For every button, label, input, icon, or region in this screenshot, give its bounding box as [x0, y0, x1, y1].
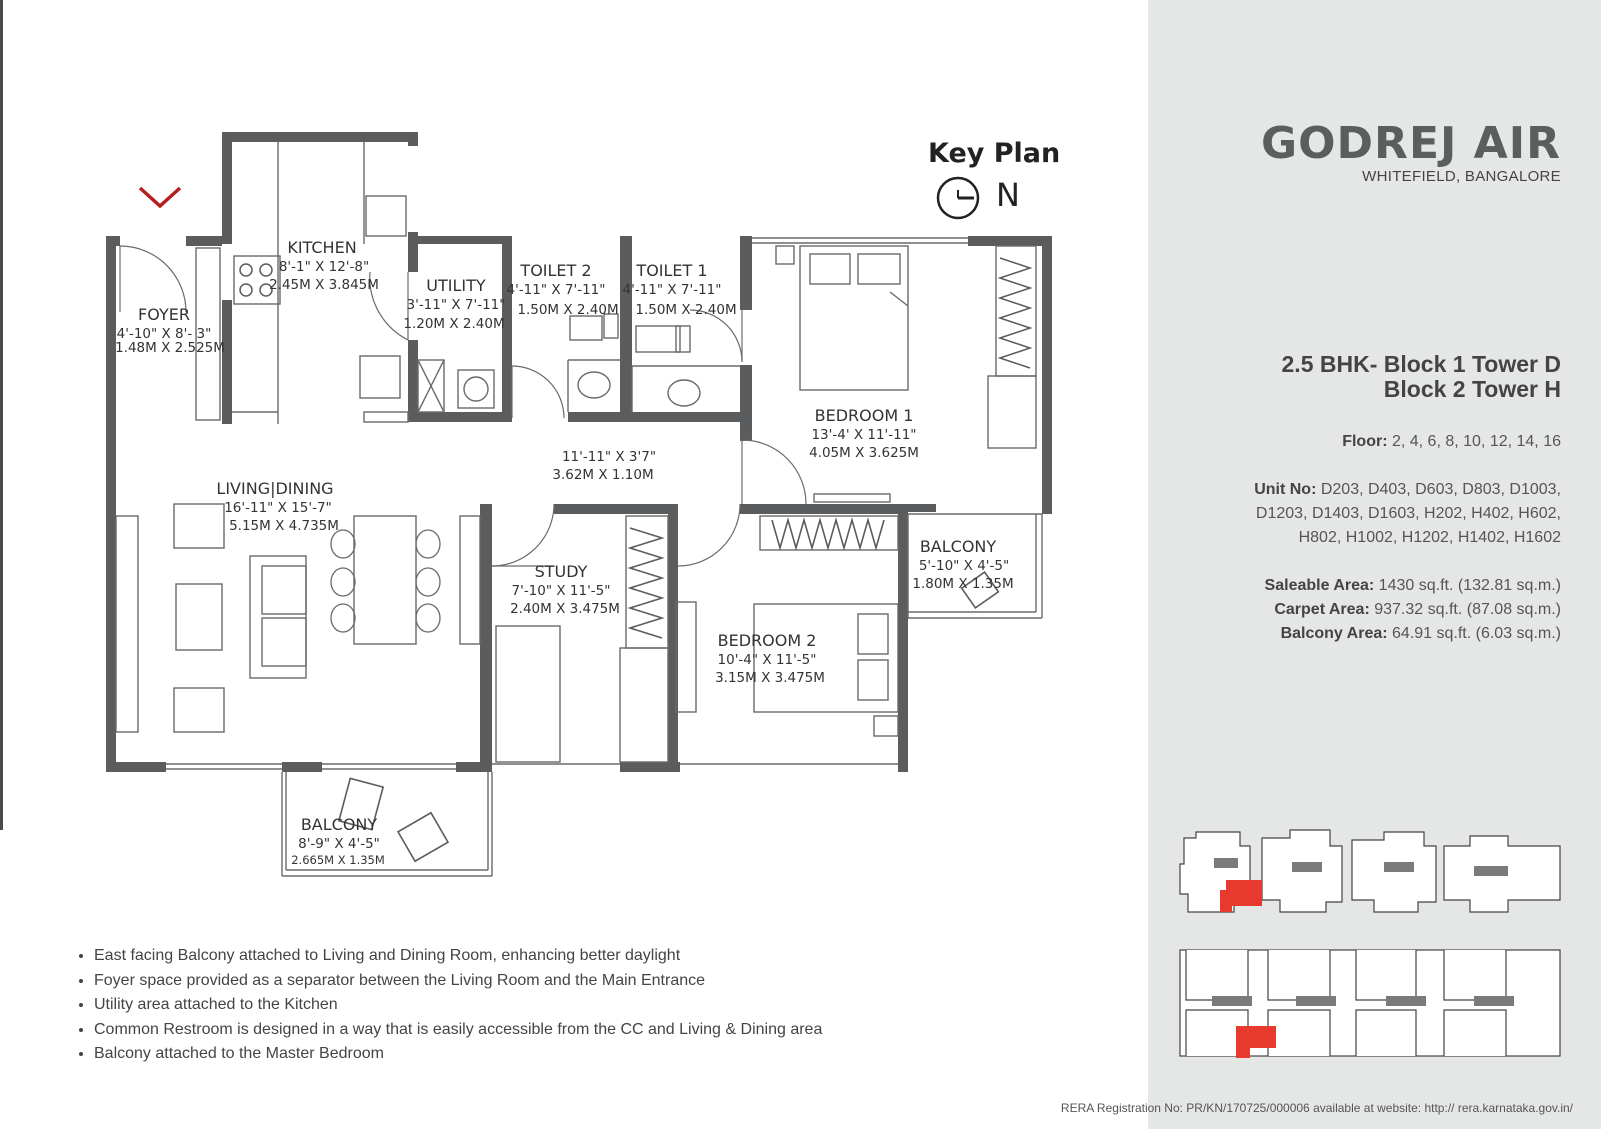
kitchen-name: KITCHEN	[287, 238, 357, 257]
balcony2-m: 2.665M X 1.35M	[291, 853, 385, 867]
balcony-area-label: Balcony Area:	[1280, 625, 1388, 642]
note-item: • Common Restroom is designed in a way that is easily accessible from the CC and Living & Dining area	[94, 1018, 822, 1043]
kitchen-ft: 8'-1" X 12'-8"	[278, 259, 370, 275]
utility-ft: 3'-11" X 7'-11"	[406, 297, 506, 313]
bedroom2-ft: 10'-4" X 11'-5"	[717, 652, 817, 668]
passage-m: 3.62M X 1.10M	[552, 467, 654, 483]
living-name: LIVING|DINING	[216, 479, 334, 498]
block-1-unit-highlight	[1220, 880, 1262, 912]
saleable-label: Saleable Area:	[1264, 577, 1375, 594]
balcony2-ft: 8'-9" X 4'-5"	[298, 836, 380, 852]
balcony1-name: BALCONY	[919, 537, 997, 556]
toilet2-name: TOILET 2	[520, 261, 592, 280]
note-item: • Foyer space provided as a separator between the Living Room and the Main Entrance	[94, 969, 822, 994]
key-plan-title: Key Plan	[928, 138, 1061, 169]
toilet1-m: 1.50M X 2.40M	[635, 302, 737, 318]
unit-value-2: D1203, D1403, D1603, H202, H402, H602,	[1255, 505, 1561, 522]
unit-label: Unit No:	[1254, 481, 1317, 498]
rera-registration: RERA Registration No: PR/KN/170725/000006 available at website: http:// rera.karnataka.gov.in/	[1060, 1101, 1573, 1115]
living-m: 5.15M X 4.735M	[229, 518, 339, 534]
balcony1-m: 1.80M X 1.35M	[912, 576, 1014, 592]
utility-m: 1.20M X 2.40M	[403, 316, 505, 332]
study-name: STUDY	[534, 562, 588, 581]
balcony-area-value: 64.91 sq.ft. (6.03 sq.m.)	[1387, 625, 1561, 642]
passage-ft: 11'-11" X 3'7"	[561, 449, 657, 465]
carpet-value: 937.32 sq.ft. (87.08 sq.m.)	[1369, 601, 1561, 618]
floor-value: 2, 4, 6, 8, 10, 12, 14, 16	[1387, 433, 1561, 450]
saleable-value: 1430 sq.ft. (132.81 sq.m.)	[1374, 577, 1561, 594]
bedroom2-m: 3.15M X 3.475M	[715, 670, 825, 686]
toilet2-ft: 4'-11" X 7'-11"	[506, 282, 606, 298]
study-ft: 7'-10" X 11'-5"	[511, 583, 611, 599]
foyer-m: 1.48M X 2.525M	[115, 340, 225, 356]
kitchen-m: 2.45M X 3.845M	[269, 277, 379, 293]
utility-name: UTILITY	[426, 276, 486, 295]
study-m: 2.40M X 3.475M	[510, 601, 620, 617]
compass-icon	[938, 178, 978, 218]
foyer-ft: 4'-10" X 8'- 3"	[116, 326, 212, 342]
room-labels	[115, 238, 1014, 867]
north-label: N	[996, 176, 1020, 214]
unit-value-1: D203, D403, D603, D803, D1003,	[1316, 481, 1561, 498]
note-item: • Utility area attached to the Kitchen	[94, 993, 822, 1018]
balcony1-ft: 5'-10" X 4'-5"	[918, 558, 1010, 574]
brand-location: WHITEFIELD, BANGALORE	[1362, 168, 1561, 185]
brand-name: GODREJ AIR	[1261, 118, 1561, 169]
note-item: • Balcony attached to the Master Bedroom	[94, 1042, 822, 1067]
bedroom1-name: BEDROOM 1	[814, 406, 914, 425]
dining-chairs	[331, 530, 440, 632]
toilet2-m: 1.50M X 2.40M	[517, 302, 619, 318]
bedroom1-ft: 13'-4' X 11'-11"	[811, 427, 917, 443]
stove-icon	[240, 264, 272, 296]
bedroom1-m: 4.05M X 3.625M	[809, 445, 919, 461]
living-ft: 16'-11" X 15'-7"	[224, 500, 332, 516]
entrance-arrow-icon	[140, 188, 180, 206]
toilet1-ft: 4'-11" X 7'-11"	[622, 282, 722, 298]
bedroom2-name: BEDROOM 2	[717, 631, 817, 650]
key-plan-thumbnails	[1180, 830, 1560, 1058]
unit-title-line2: Block 2 Tower H	[1383, 376, 1561, 402]
balcony2-name: BALCONY	[300, 815, 378, 834]
carpet-label: Carpet Area:	[1274, 601, 1370, 618]
floor-label: Floor:	[1342, 433, 1388, 450]
feature-notes	[70, 944, 822, 1067]
note-item: • East facing Balcony attached to Living and Dining Room, enhancing better daylight	[94, 944, 822, 969]
foyer-name: FOYER	[138, 305, 190, 324]
unit-value-3: H802, H1002, H1202, H1402, H1602	[1298, 529, 1561, 546]
unit-title-line1: 2.5 BHK- Block 1 Tower D	[1281, 351, 1561, 377]
toilet1-name: TOILET 1	[636, 261, 708, 280]
